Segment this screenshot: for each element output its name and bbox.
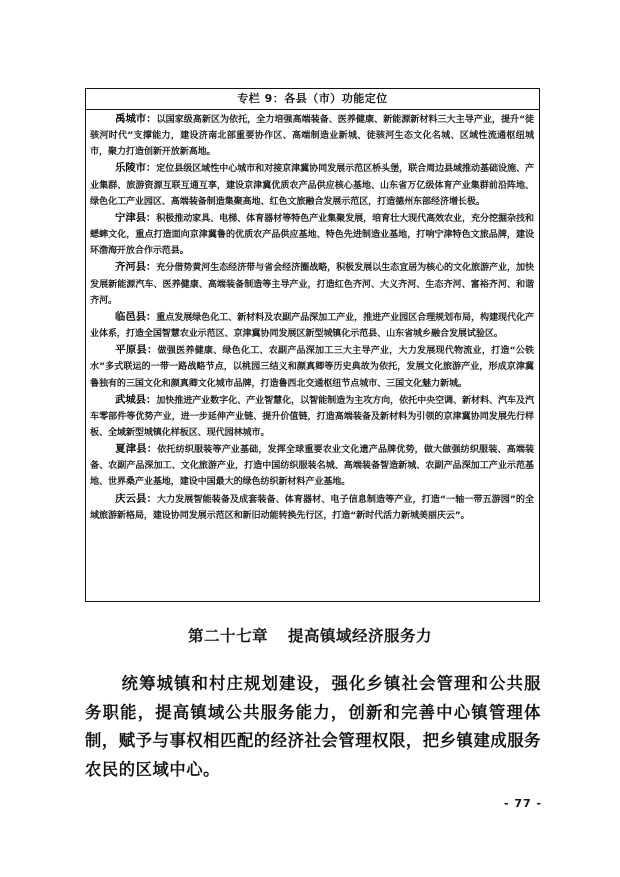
- entry-text: 充分借势黄河生态经济带与省会经济圈战略，积极发展以生态宜居为核心的文化旅游产业，加快发展新能源汽车、医养健康、高端装备制造等主导产业，打造红色齐河、大义齐河、生态齐河、富裕齐河、和谐齐河。: [90, 263, 534, 306]
- entry-text: 定位县级区域性中心城市和对接京津冀协同发展示范区桥头堡，联合周边县域推动基础设施、产业集群、旅游资源互联互通互享，建设京津冀优质农产品供应核心基地、山东省万亿级体育产业集群前沿阵地、绿色化工产业园区、高端装备制造集聚高地、红色文旅融合发展示范区，打造德州东部经济增长极。: [90, 164, 534, 207]
- entry-name: 禹城市：: [115, 113, 157, 125]
- entry-text: 加快推进产业数字化、产业智慧化，以智能制造为主攻方向，依托中央空调、新材料、汽车及汽车零部件等优势产业，进一步延伸产业链、提升价值链，打造高端装备及新材料为引领的京津冀协同发展先行样板、全域新型城镇化样板区、现代园林城市。: [90, 395, 534, 438]
- entry-yucheng: [90, 111, 534, 160]
- entry-pingyuan: [90, 342, 534, 391]
- entry-text: 依托纺织服装等产业基础，发挥全球重要农业文化遗产品牌优势，做大做强纺织服装、高端装备、农副产品深加工、文化旅游产业，打造中国纺织服装名城、高端装备智造新城、农副产品深加工产业示范基地、世界桑产业基地，建设中国最大的绿色纺织新材料产业基地。: [90, 445, 534, 488]
- entry-wucheng: [90, 392, 534, 441]
- entry-text: 做强医养健康、绿色化工、农副产品深加工三大主导产业，大力发展现代物流业，打造“公铁水”多式联运的一带一路战略节点，以桃园三结义和颜真卿等历史典故为依托，发展文化旅游产业，形成京津冀鲁独有的三国文化和颜真卿文化城市品牌，打造鲁西北交通枢纽节点城市、三国文化魅力新城。: [90, 346, 534, 389]
- entry-name: 庆云县：: [115, 492, 157, 505]
- entry-text: 以国家级高新区为依托，全力培强高端装备、医养健康、新能源新材料三大主导产业，提升“徒骇河时代”支撑能力，建设济南北部重要协作区、高端制造业新城、徒骇河生态文化名城、区域性流通枢纽城市，聚力打造创新开放新高地。: [90, 115, 534, 158]
- entry-qingyun: [90, 491, 534, 524]
- entry-name: 武城县：: [115, 393, 157, 406]
- sidebar-box: [85, 88, 540, 602]
- sidebar-box-title: 专栏 9：各县（市）功能定位: [86, 89, 539, 110]
- entry-ningjin: [90, 210, 534, 259]
- entry-text: 大力发展智能装备及成套装备、体育器材、电子信息制造等产业，打造“一轴一带五游园”的全域旅游新格局，建设协同发展示范区和新旧动能转换先行区，打造“新时代活力新城美丽庆云”。: [90, 494, 534, 521]
- entry-name: 临邑县：: [115, 310, 157, 323]
- entry-name: 夏津县：: [115, 443, 158, 456]
- chapter-name: 提高镇域经济服务力: [288, 627, 433, 645]
- entry-linyi: [90, 309, 534, 342]
- entry-name: 宁津县：: [115, 211, 157, 224]
- body-paragraph: [85, 670, 541, 784]
- sidebar-box-entries: [90, 111, 534, 599]
- entry-text: 重点发展绿色化工、新材料及农副产品深加工产业，推进产业园区合理规划布局，构建现代化产业体系，打造全国智慧农业示范区、京津冀协同发展区新型城镇化示范县、山东省城乡融合发展试验区。: [90, 312, 534, 340]
- entry-xiajin: [90, 441, 534, 490]
- page-number: - 77 -: [504, 797, 543, 810]
- body-paragraph-text: 统筹城镇和村庄规划建设，强化乡镇社会管理和公共服务职能，提高镇域公共服务能力，创新和完善中心镇管理体制，赋予与事权相匹配的经济社会管理权限，把乡镇建成服务农民的区域中心。: [85, 674, 541, 779]
- entry-name: 平原县：: [115, 344, 158, 357]
- entry-text: 积极推动家具、电梯、体育器材等特色产业集聚发展，培育壮大现代高效农业，充分挖掘杂技和蟋蟀文化，重点打造面向京津冀鲁的优质农产品供应基地、特色先进制造业基地，打响宁津特色文旅品牌，建设环渤海开放合作示范县。: [90, 213, 534, 257]
- chapter-number: 第二十七章: [187, 627, 268, 645]
- entry-name: 齐河县：: [115, 261, 157, 274]
- chapter-heading: [0, 624, 620, 646]
- entry-leling: [90, 160, 534, 209]
- entry-qihe: [90, 259, 534, 308]
- entry-name: 乐陵市：: [115, 162, 157, 175]
